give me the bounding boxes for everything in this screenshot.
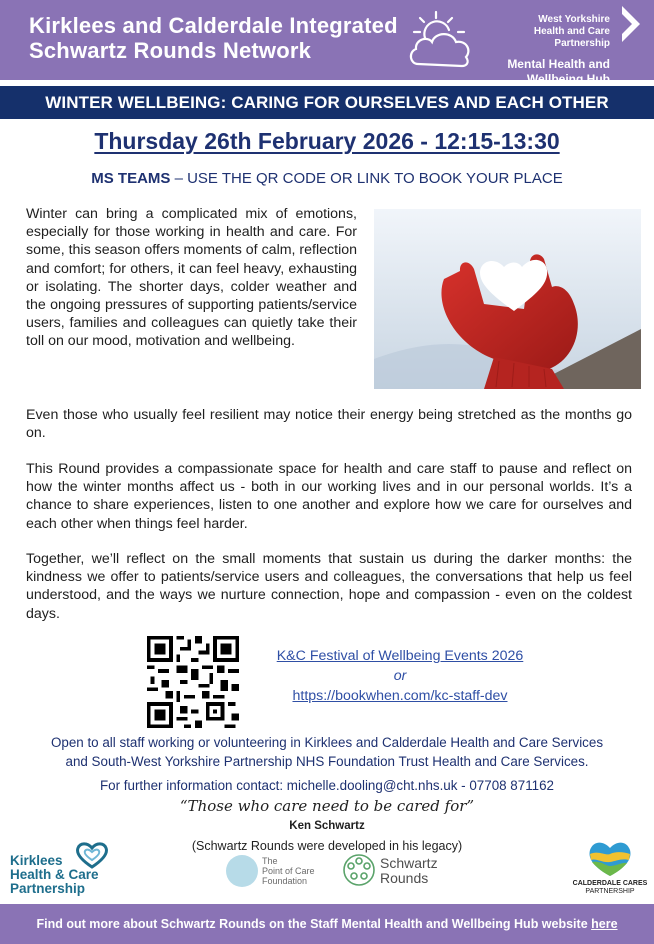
calderdale-heart-icon [572,836,648,880]
quote-text: “Those who care need to be cared for” [179,797,475,815]
event-date-time [0,128,654,155]
or-separator: or [393,668,407,684]
booking-note: – USE THE QR CODE OR LINK TO BOOK YOUR PLACE [170,170,563,187]
eligibility-line1: Open to all staff working or volunteering in Kirklees and Calderdale Health and Care Services [50,735,604,750]
kirklees-logo-line2: Health & Care [10,867,99,882]
festival-events-link[interactable]: K&C Festival of Wellbeing Events 2026 [276,648,524,664]
bookwhen-link[interactable]: https://bookwhen.com/kc-staff-dev [292,688,508,704]
legacy-note: (Schwartz Rounds were developed in his legacy) [191,839,463,853]
calderdale-logo-line2: PARTNERSHIP [585,888,635,895]
booking-qr-code[interactable] [147,636,239,728]
network-title-line1: Kirklees and Calderdale Integrated [29,13,398,38]
red-mittens-snow-heart-photo [374,209,641,389]
kirklees-partnership-logo [10,840,150,900]
west-yorkshire-hub-logo [490,14,640,87]
network-title-line2: Schwartz Rounds Network [29,38,312,63]
intro-paragraph: Winter can bring a complicated mix of emotions, especially for those working in health and care. For some, this season offers moments of calm, reflection and comfort; for others, it can feel heavy, exhausting or isolating. The shorter days, colder weather and the ongoing pressures of supporting patients/service users, families and colleagues can quietly take their toll on our mood, motivation and wellbeing. [26,206,357,350]
network-title [29,13,398,63]
event-date-time-text: Thursday 26th February 2026 - 12:15-13:30 [94,128,560,154]
platform-label: MS TEAMS [91,170,171,187]
schwartz-rounds-icon [342,853,376,887]
poc-line2: Point of Care [262,866,315,876]
footer-text: Find out more about Schwartz Rounds on the Staff Mental Health and Wellbeing Hub website [36,917,592,931]
point-of-care-logo [226,855,336,889]
resilience-paragraph: Even those who usually feel resilient may notice their energy being stretched as the months go on. [26,407,632,442]
sun-cloud-icon [406,8,480,74]
booking-links [250,646,550,706]
booking-instruction [0,170,654,187]
hub-name-line1: Mental Health and [507,57,610,71]
header-bar [0,0,654,86]
kirklees-logo-line1: Kirklees [10,853,63,868]
reflection-paragraph: Together, we’ll reflect on the small moments that sustain us during the darker months: the kindness we offer to patients/service users and colleagues, the conversations that help us feel understood, and the ways we nurture connection, hope and compassion - even on the coldest days. [26,551,632,622]
poc-line3: Foundation [262,876,308,886]
chevron-icon [620,4,642,44]
schwartz-logo-line1: Schwartz [380,855,438,871]
round-description-paragraph: This Round provides a compassionate space for health and care staff to pause and reflect on how the winter months affect us - both in our working lives and in our personal worlds. It’s a chance to share experiences, listen to one another and explore how we care for ourselves and each other when things feel harder. [26,461,632,532]
partner-name-line1: West Yorkshire [538,14,610,25]
poc-line1: The [262,856,278,866]
calderdale-cares-logo [572,836,648,900]
eligibility-line2: and South-West Yorkshire Partnership NHS Foundation Trust Health and Care Services. [65,754,589,769]
contact-info: For further information contact: michelle.dooling@cht.nhs.uk - 07708 871162 [100,778,554,793]
footer-bar [0,904,654,944]
schwartz-logo-line2: Rounds [380,870,429,886]
quote-author: Ken Schwartz [289,820,365,832]
schwartz-rounds-logo [342,853,452,889]
hub-website-link[interactable]: here [591,917,618,931]
kirklees-logo-line3: Partnership [10,881,86,896]
calderdale-logo-line1: CALDERDALE CARES [572,880,648,887]
poc-circle-icon [226,855,258,887]
hub-name-line2: Wellbeing Hub [526,72,610,86]
eligibility-text [0,733,654,771]
partner-name-line2: Health and Care Partnership [533,26,610,49]
title-banner: WINTER WELLBEING: CARING FOR OURSELVES AND EACH OTHER [0,86,654,119]
